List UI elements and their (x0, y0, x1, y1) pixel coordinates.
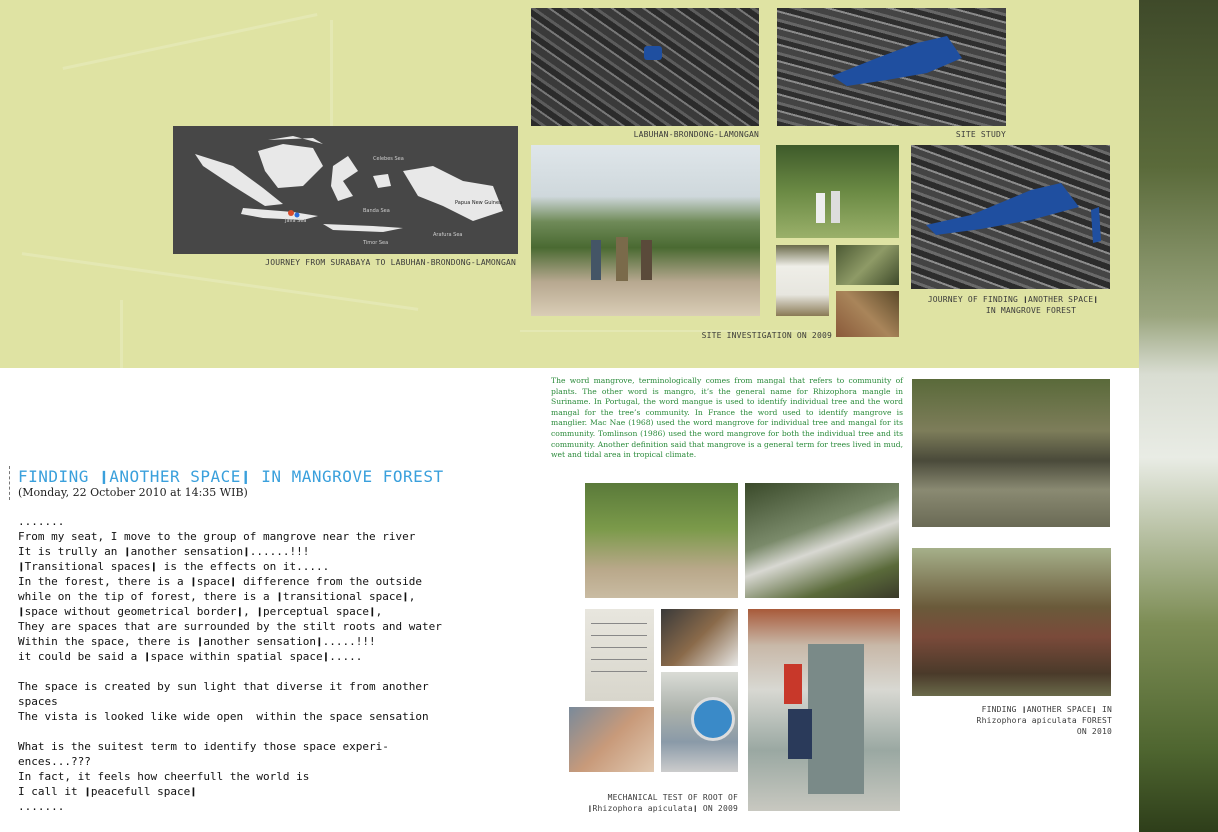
article-line: Within the space, there is ❙another sensation❙.....!!! (18, 635, 376, 648)
article-date: (Monday, 22 October 2010 at 14:35 WIB) (18, 486, 248, 499)
caption-labuhan: LABUHAN-BRONDONG-LAMONGAN (633, 130, 759, 139)
photo-scale (661, 672, 738, 772)
photo-site-investigation-beach (531, 145, 760, 316)
map-label-banda-sea: Banda Sea (363, 208, 390, 214)
caption-rhizophora-line2: Rhizophora apiculata FOREST (976, 716, 1112, 725)
article-line: In the forest, there is a ❙space❙ difference from the outside (18, 575, 422, 588)
article-line (18, 664, 538, 679)
heading-marker (9, 466, 16, 500)
photo-seedling (776, 245, 829, 316)
article-line: ❙Transitional spaces❙ is the effects on it..... (18, 560, 330, 573)
article-line: ❙space without geometrical border❙, ❙perceptual space❙, (18, 605, 383, 618)
photo-rhizophora-forest (912, 548, 1111, 696)
caption-site-study: SITE STUDY (955, 130, 1006, 139)
aerial-photo-mangrove-forest (911, 145, 1110, 289)
article-line: spaces (18, 695, 58, 708)
photo-mangrove-river (912, 379, 1110, 527)
map-label-arafura: Arafura Sea (433, 232, 463, 238)
photo-roots-small-2 (836, 291, 899, 337)
article-line: ....... (18, 800, 65, 813)
article-line: ences...??? (18, 755, 91, 768)
aerial-photo-labuhan (531, 8, 759, 126)
map-label-timor: Timor Sea (363, 240, 389, 246)
article-line: while on the tip of forest, there is a ❙transitional space❙, (18, 590, 416, 603)
photo-forest-walk (776, 145, 899, 238)
caption-mechanical-test-line2: ❙Rhizophora apiculata❙ ON 2009 (587, 804, 738, 813)
article-line: I call it ❙peacefull space❙ (18, 785, 197, 798)
article-line (18, 724, 538, 739)
mangrove-definition-text: The word mangrove, terminologically comes from mangal that refers to community of plants. The other word is mangro, it’s the general name for Rhizophora mangle in Suriname. In Portugal, the word mangue is used to identify individual tree and the word mangal for the tree’s community. In France the word used to identify mangrove is manglier. Mac Nae (1968) used the word mangrove for individual tree and mangal for its community. Tomlinson (1986) used the word mangrove for both the individual tree and its community. Another definition said that mangrove is a general term for trees lived in mud, wet and tidal area in tropical climate. (551, 376, 903, 460)
article-body (18, 514, 538, 814)
photo-measuring-roots (745, 483, 899, 598)
caption-rhizophora-line3: ON 2010 (1076, 727, 1112, 736)
article-line: it could be said a ❙space within spatial space❙..... (18, 650, 363, 663)
article-line: In fact, it feels how cheerfull the world is (18, 770, 310, 783)
article-line: From my seat, I move to the group of mangrove near the river (18, 530, 416, 543)
article-line: It is trully an ❙another sensation❙......!!! (18, 545, 310, 558)
photo-notebook (585, 609, 654, 701)
mangrove-edge-photo (1139, 0, 1218, 832)
photo-root-samples (661, 609, 738, 666)
caption-journey-map: JOURNEY FROM SURABAYA TO LABUHAN-BRONDONG-LAMONGAN (265, 258, 516, 267)
article-line: The space is created by sun light that diverse it from another (18, 680, 429, 693)
caption-mechanical-test-line1: MECHANICAL TEST OF ROOT OF (607, 793, 738, 802)
article-line: What is the suitest term to identify those space experi- (18, 740, 389, 753)
photo-roots-small-1 (836, 245, 899, 285)
caption-rhizophora-line1: FINDING ❙ANOTHER SPACE❙ IN (981, 705, 1112, 714)
photo-testing-machine (748, 609, 900, 811)
indonesia-map (173, 126, 518, 254)
page-title: FINDING ❙ANOTHER SPACE❙ IN MANGROVE FOREST (18, 467, 444, 486)
aerial-photo-site-study (777, 8, 1006, 126)
article-line: They are spaces that are surrounded by the stilt roots and water (18, 620, 442, 633)
caption-journey-finding-line1: JOURNEY OF FINDING ❙ANOTHER SPACE❙ (927, 295, 1099, 304)
article-line: ....... (18, 515, 65, 528)
map-label-papua: Papua New Guinea (455, 200, 503, 206)
caption-site-investigation: SITE INVESTIGATION ON 2009 (701, 331, 832, 340)
map-label-celebes: Celebes Sea (373, 156, 404, 162)
caption-journey-finding-line2: IN MANGROVE FOREST (985, 306, 1077, 315)
map-label-java-sea: Java Sea (285, 218, 307, 224)
photo-root-hand (569, 707, 654, 772)
article-line: The vista is looked like wide open within the space sensation (18, 710, 429, 723)
photo-mangrove-roots-1 (585, 483, 738, 598)
